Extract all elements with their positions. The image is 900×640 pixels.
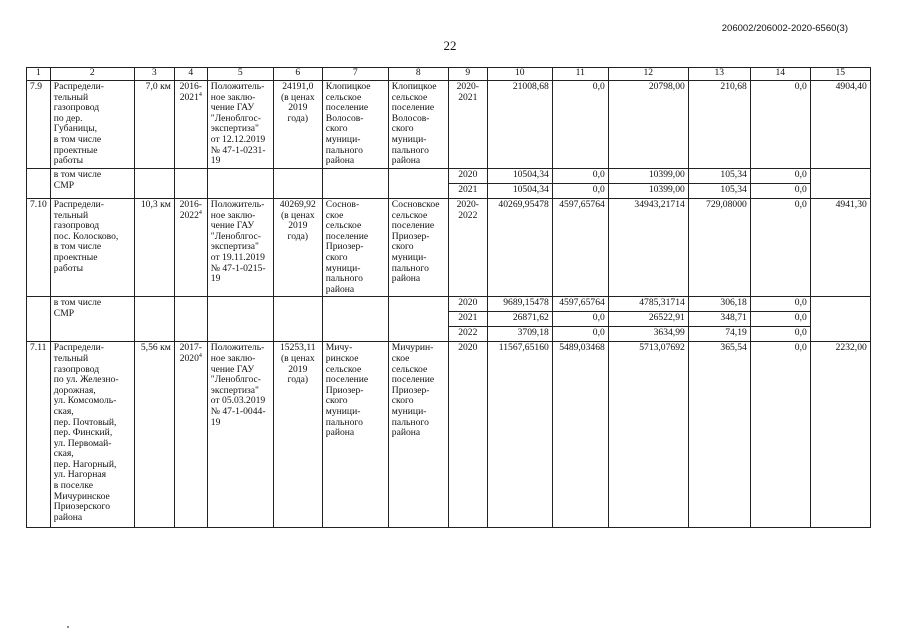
value-c14: 0,0: [750, 342, 810, 528]
header-cell: 5: [207, 68, 273, 81]
value-c11: 0,0: [552, 81, 608, 169]
row-number: 7.11: [27, 342, 51, 528]
header-cell: 8: [388, 68, 448, 81]
years: 2017- 2020$^4$: [174, 342, 207, 528]
value-c11: 0,0: [552, 169, 608, 184]
value-c11: 0,0: [552, 312, 608, 327]
value-c12: 10399,00: [608, 184, 688, 199]
value-c11: 0,0: [552, 327, 608, 342]
value-c15: 4904,40: [810, 81, 870, 169]
table-row: [27, 342, 871, 528]
smr-year: 2021: [448, 184, 487, 199]
header-cell: 3: [134, 68, 174, 81]
value-c12: 26522,91: [608, 312, 688, 327]
header-cell: 1: [27, 68, 51, 81]
value-c14: 0,0: [750, 327, 810, 342]
value-c14: 0,0: [750, 199, 810, 297]
value-c10: 3709,18: [487, 327, 552, 342]
table-row: [27, 199, 871, 297]
value-c13: 105,34: [688, 169, 750, 184]
smr-year: 2020: [448, 297, 487, 312]
period: 2020- 2022: [448, 199, 487, 297]
header-cell: 12: [608, 68, 688, 81]
value-c12: 34943,21714: [608, 199, 688, 297]
value-c11: 4597,65764: [552, 297, 608, 312]
smr-label: в том числе СМР: [50, 297, 134, 342]
builder: Сосновское сельское поселение Приозер- ского муници- пального района: [388, 199, 448, 297]
header-cell: 11: [552, 68, 608, 81]
value-c12: 10399,00: [608, 169, 688, 184]
header-row: [27, 68, 871, 81]
header-cell: 14: [750, 68, 810, 81]
object-name: Распредели- тельный газопровод по дер. Губаницы, в том числе проектные работы: [50, 81, 134, 169]
value-c10: 9689,15478: [487, 297, 552, 312]
builder: Клопицкое сельское поселение Волосов- ского муници- пального района: [388, 81, 448, 169]
value-c14: 0,0: [750, 169, 810, 184]
customer: Мичу- ринское сельское поселение Приозер- ского муници- пального района: [322, 342, 388, 528]
period: 2020: [448, 342, 487, 528]
header-cell: 7: [322, 68, 388, 81]
period: 2020- 2021: [448, 81, 487, 169]
document-code: 206002/206002-2020-6560(3): [721, 23, 848, 34]
object-name: Распредели- тельный газопровод пос. Колосково, в том числе проектные работы: [50, 199, 134, 297]
table-row: [27, 169, 871, 184]
data-table: [26, 67, 871, 528]
expertise-conclusion: Положитель- ное заклю- чение ГАУ "Леноблгос- экспертиза" от 12.12.2019 № 47-1-0231- 19: [207, 81, 273, 169]
value-c10: 40269,95478: [487, 199, 552, 297]
value-c14: 0,0: [750, 81, 810, 169]
table-row: [27, 297, 871, 312]
table-row: [27, 81, 871, 169]
header-cell: 13: [688, 68, 750, 81]
value-c12: 3634,99: [608, 327, 688, 342]
estimated-cost: 40269,92 (в ценах 2019 года): [273, 199, 322, 297]
length: 5,56 км: [134, 342, 174, 528]
years: 2016- 2022$^4$: [174, 199, 207, 297]
length: 7,0 км: [134, 81, 174, 169]
value-c11: 4597,65764: [552, 199, 608, 297]
customer: Соснов- ское сельское поселение Приозер- ского муници- пального района: [322, 199, 388, 297]
value-c11: 0,0: [552, 184, 608, 199]
builder: Мичурин- ское сельское поселение Приозер- ского муници- пального района: [388, 342, 448, 528]
header-cell: 15: [810, 68, 870, 81]
header-cell: 4: [174, 68, 207, 81]
value-c10: 21008,68: [487, 81, 552, 169]
value-c13: 74,19: [688, 327, 750, 342]
smr-label: в том числе СМР: [50, 169, 134, 199]
value-c15: 2232,00: [810, 342, 870, 528]
value-c14: 0,0: [750, 297, 810, 312]
value-c13: 210,68: [688, 81, 750, 169]
smr-year: 2021: [448, 312, 487, 327]
value-c10: 10504,34: [487, 169, 552, 184]
header-cell: 10: [487, 68, 552, 81]
value-c10: 10504,34: [487, 184, 552, 199]
value-c13: 729,08000: [688, 199, 750, 297]
object-name: Распредели- тельный газопровод по ул. Железно- дорожная, ул. Комсомоль- ская, пер. Почтовый, пер. Финский, ул. Первомай- ская, пер. Нагорный, ул. Нагорная в поселке Мичуринское Приозерского района: [50, 342, 134, 528]
row-number: 7.10: [27, 199, 51, 297]
page-number: 22: [443, 38, 457, 53]
value-c13: 348,71: [688, 312, 750, 327]
scan-speck: [67, 626, 69, 628]
value-c10: 11567,65160: [487, 342, 552, 528]
value-c13: 306,18: [688, 297, 750, 312]
length: 10,3 км: [134, 199, 174, 297]
header-cell: 2: [50, 68, 134, 81]
value-c13: 365,54: [688, 342, 750, 528]
value-c14: 0,0: [750, 312, 810, 327]
header-cell: 6: [273, 68, 322, 81]
smr-year: 2020: [448, 169, 487, 184]
value-c10: 26871,62: [487, 312, 552, 327]
customer: Клопицкое сельское поселение Волосов- ского муници- пального района: [322, 81, 388, 169]
years: 2016- 2021$^4$: [174, 81, 207, 169]
value-c14: 0,0: [750, 184, 810, 199]
row-number: 7.9: [27, 81, 51, 169]
value-c12: 5713,07692: [608, 342, 688, 528]
value-c12: 4785,31714: [608, 297, 688, 312]
estimated-cost: 15253,11 (в ценах 2019 года): [273, 342, 322, 528]
header-cell: 9: [448, 68, 487, 81]
value-c11: 5489,03468: [552, 342, 608, 528]
expertise-conclusion: Положитель- ное заклю- чение ГАУ "Леноблгос- экспертиза" от 05.03.2019 № 47-1-0044- 19: [207, 342, 273, 528]
value-c12: 20798,00: [608, 81, 688, 169]
estimated-cost: 24191,0 (в ценах 2019 года): [273, 81, 322, 169]
value-c15: 4941,30: [810, 199, 870, 297]
value-c13: 105,34: [688, 184, 750, 199]
expertise-conclusion: Положитель- ное заклю- чение ГАУ "Леноблгос- экспертиза" от 19.11.2019 № 47-1-0215- 19: [207, 199, 273, 297]
smr-year: 2022: [448, 327, 487, 342]
